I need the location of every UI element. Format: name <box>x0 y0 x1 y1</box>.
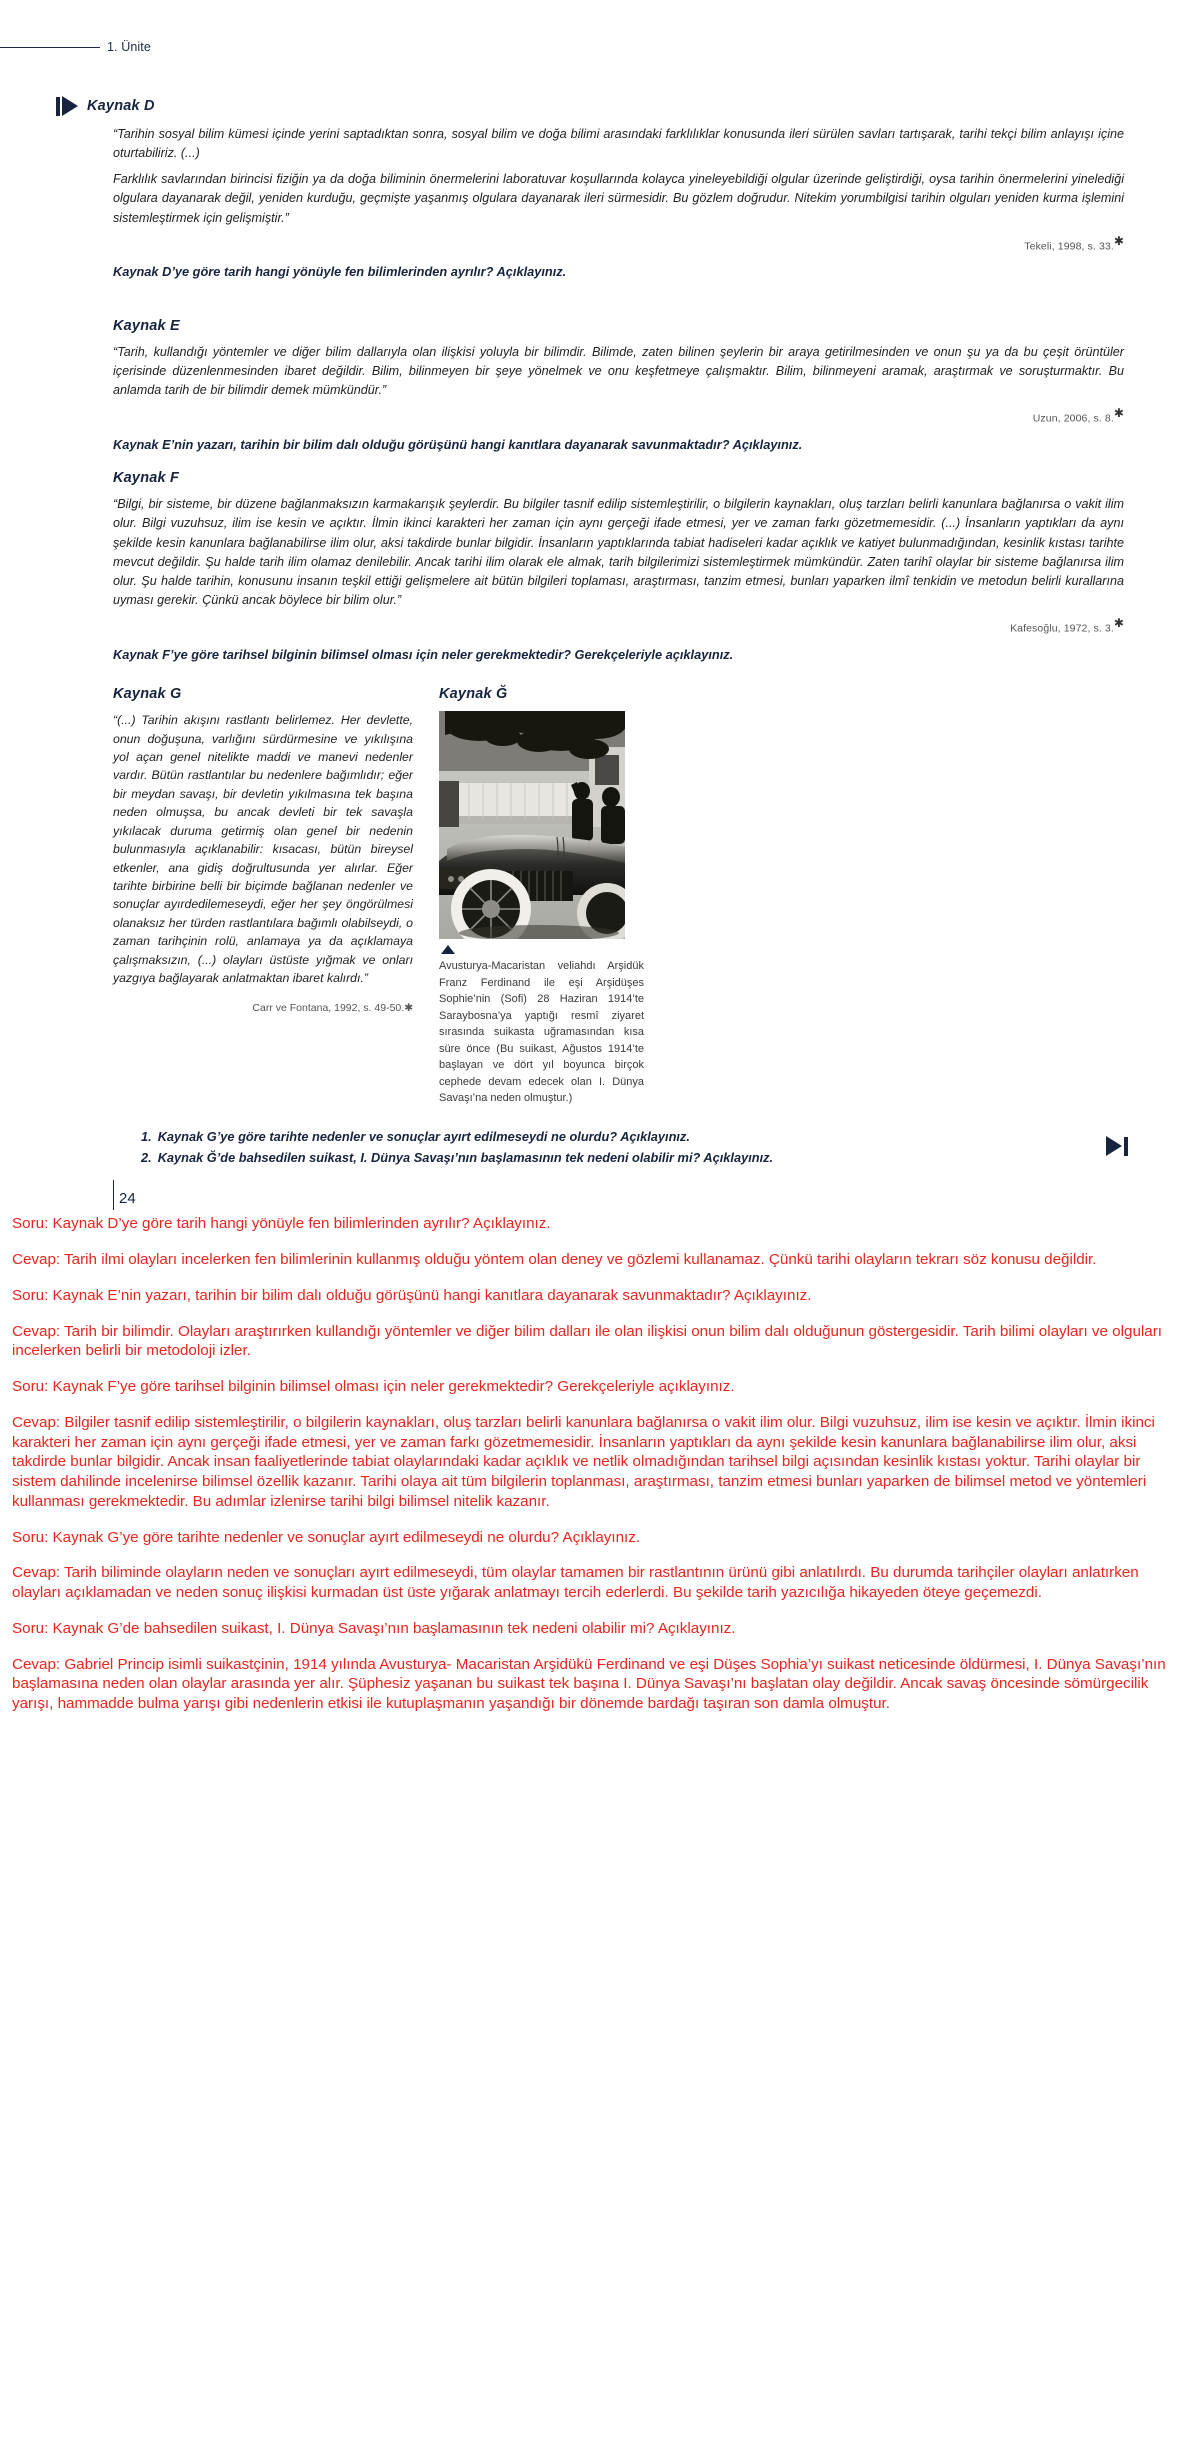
source-body-kaynak-e <box>113 343 1124 400</box>
question-number: 1. <box>141 1128 152 1144</box>
source-paragraph: “Tarih, kullandığı yöntemler ve diğer bilim dallarıyla olan ilişkisi yoluyla bir bilimdir. Bilimde, zaten bilinen şeylerin bir araya getirilmesinden ve onun şu ya da bu çeşit örüntüler içerisinde düzenlenmesinden ibaret değildir. Bilim, bilinmeyen bir şeye yönelmek ve onu keşfetmeye çalışmaktır. Bilim, bilinmeyeni aramak, araştırmak ve soruşturmaktır. Bu anlamda tarih de bir bilimdir demek mümkündür.” <box>113 344 1124 398</box>
source-question-kaynak-f: Kaynak F’ye göre tarihsel bilginin bilimsel olması için neler gerekmektedir? Gerekçeleriyle açıklayınız. <box>113 646 734 662</box>
page-footer <box>0 1174 1184 1220</box>
answer-question: Soru: Kaynak G’de bahsedilen suikast, I. Dünya Savaşı’nın başlamasının tek nedeni olabilir mi? Açıklayınız. <box>12 1619 736 1637</box>
source-citation-kaynak-d <box>113 234 1124 253</box>
footnote-star-icon: ✱ <box>1113 233 1124 248</box>
footnote-star-icon: ✱ <box>1113 616 1124 631</box>
answer-text: Cevap: Tarih ilmi olayları incelerken fen bilimlerinin kullanmış olduğu yöntem olan deney ve gözlemi kullanamaz. Çünkü tarihi olayların tekrarı söz konusu değildir. <box>12 1251 1097 1269</box>
page-number: 24 <box>119 1190 136 1208</box>
source-question-kaynak-e: Kaynak E’nin yazarı, tarihin bir bilim dalı olduğu görüşünü hangi kanıtlara dayanarak savunmaktadır? Açıklayınız. <box>113 436 803 452</box>
question-text: Kaynak G’ye göre tarihte nedenler ve sonuçlar ayırt edilmeseydi ne olurdu? Açıklayınız. <box>157 1128 690 1144</box>
source-body-kaynak-f <box>113 495 1124 610</box>
source-question-kaynak-d: Kaynak D’ye göre tarih hangi yönüyle fen bilimlerinden ayrılır? Açıklayınız. <box>113 264 567 280</box>
source-column-kaynak-g-breve <box>439 686 1124 1107</box>
source-citation-kaynak-f <box>113 616 1124 635</box>
source-title-kaynak-g-breve: Kaynak Ğ <box>439 686 508 703</box>
source-column-kaynak-g <box>113 686 413 1107</box>
answer-question: Soru: Kaynak E’nin yazarı, tarihin bir bilim dalı olduğu görüşünü hangi kanıtlara dayanarak savunmaktadır? Açıklayınız. <box>12 1286 812 1304</box>
source-title-kaynak-f: Kaynak F <box>113 470 180 487</box>
question-text: Kaynak Ğ’de bahsedilen suikast, I. Dünya Savaşı’nın başlamasının tek nedeni olabilir mi? Açıklayınız. <box>157 1150 774 1166</box>
answer-text: Cevap: Tarih bir bilimdir. Olayları araştırırken kullandığı yöntemler ve diğer bilim dalları ile olan ilişkisi onun bilim dalı olduğunun göstergesidir. Tarih bilimi olayları ve olguları incelerken belirli bir metodoloji izler. <box>12 1322 1162 1360</box>
source-paragraph: “Bilgi, bir sisteme, bir düzene bağlanmaksızın karmakarışık şeylerdir. Bu bilgiler tasnif edilip sistemleştirilir, o bilgilerin kaynakları, oluş tarzları belirli kanunlara bağlanırsa o vakit ilim olur. Bilgi vuzuhsuz, ilim ise kesin ve açıktır. İlmin ikinci karakteri her zaman için aynı gerçeği ifade etmesi, yer ve zaman farkı gözetmemesidir. (...) İnsanların yaptıkları da aynı şekilde kesin kanunlara bağlanabilirse ilim olur, aksi takdirde bunlar bilgidir. İnsanların yaptıklarında tabiat hadiseleri kadar açıklık ve katiyet bulunmadığından, kesinlik kıstası tarihte mevcut değildir. Şu halde tarih ilim olamaz denilebilir. Ancak tarihi ilim olarak ele almak, tarih bilgilerimizi sistemleştirmek mümkündür. Zaten tarihî olaylar bir sisteme bağlanırsa ilim olur. Şu halde tarihin, konusunu insanın teşkil ettiği gelişmelere ait bütün bilgileri toplaması, araştırması, tanzim etmesi, bunları yaparken ilmî tenkidin ve metodun belirli kurallarına uyması gerekir. Çünkü ancak böylece bir bilim olur.” <box>113 497 1124 607</box>
footnote-star-icon: ✱ <box>1113 406 1124 421</box>
citation-text: Uzun, 2006, s. 8. <box>1032 412 1114 425</box>
source-title: Kaynak D <box>87 98 155 114</box>
answer-text: Cevap: Bilgiler tasnif edilip sistemleştirilir, o bilgilerin kaynakları, oluş tarzları belirli kanunlara bağlanırsa o vakit ilim olur. Bilgi vuzuhsuz, ilim ise kesin ve açıktır. İlmin ikinci karakteri her zaman için aynı gerçeği ifade etmesi, yer ve zaman farkı gözetmemesidir. İnsanların yaptıkları da aynı şekilde kesin kanunlara bağlanabilirse ilim olur, aksi takdirde bunlar bilgidir. Ancak insan faaliyetlerinde tabiat olaylarındaki kadar açıklık ve netlik olmadığından tarihsel bilgi açısından kesinlik kıstası yoktur. Tarihi olaylar bir sistem dahilinde incelenirse bilimsel özellik kazanır. Tarihi olaya ait tüm bilgilerin toplanması, araştırması, tanzim etmesi bunları yaparken de bilimsel metod ve yöntemleri kullanması gerekmektedir. Bu adımlar izlenirse tarihi bilgi bilimsel nitelik kazanır. <box>12 1413 1155 1510</box>
numbered-question <box>113 1148 1124 1168</box>
source-paragraph: “Tarihin sosyal bilim kümesi içinde yerini saptadıktan sonra, sosyal bilim ve doğa bilimi arasındaki farklılıklar konusunda ileri sürülen savları tartışarak, tarihi tekçi bilim anlayışı içine oturtabiliriz. (...) <box>113 127 1124 161</box>
answer-question: Soru: Kaynak D’ye göre tarih hangi yönüyle fen bilimlerinden ayrılır? Açıklayınız. <box>12 1215 551 1233</box>
answer-text: Cevap: Gabriel Princip isimli suikastçinin, 1914 yılında Avusturya- Macaristan Arşidükü Ferdinand ve eşi Düşes Sophia’yı suikast neticesinde öldürmesi, I. Dünya Savaşı’nın başlamasına neden olan olaylar arasında yer alır. Şüphesiz yaşanan bu suikast tek başına I. Dünya Savaşı’nı başlatan olay değildir. Ancak savaş öncesinde sömürgecilik yarışı, hammadde bulma yarışı gibi nedenlerin etkisi ile kutuplaşmanın yaşandığı bir dönemde bardağı taşıran son damla olmuştur. <box>12 1655 1166 1713</box>
numbered-question <box>113 1127 1124 1147</box>
citation-text: Carr ve Fontana, 1992, s. 49-50. <box>252 1001 405 1014</box>
source-body-kaynak-d <box>113 125 1124 228</box>
numbered-question-list <box>113 1127 1124 1169</box>
source-citation-kaynak-g <box>113 1002 413 1014</box>
play-arrow-icon <box>56 96 78 116</box>
page-content <box>0 96 1184 1168</box>
source-title-kaynak-g: Kaynak G <box>113 686 182 703</box>
footnote-star-icon: ✱ <box>404 1001 413 1014</box>
answer-question: Soru: Kaynak G’ye göre tarihte nedenler ve sonuçlar ayırt edilmeseydi ne olurdu? Açıklayınız. <box>12 1528 641 1546</box>
textbook-page <box>0 0 1184 1220</box>
answer-question: Soru: Kaynak F’ye göre tarihsel bilginin bilimsel olması için neler gerekmektedir? Gerekçeleriyle açıklayınız. <box>12 1378 735 1396</box>
citation-text: Tekeli, 1998, s. 33. <box>1024 240 1114 253</box>
photo-wrapper <box>439 711 1124 1107</box>
source-citation-kaynak-e <box>113 406 1124 425</box>
source-body-kaynak-g <box>113 711 413 988</box>
caption-pointer-icon <box>441 945 455 954</box>
page-number-block <box>113 1180 136 1210</box>
source-heading-kaynak-d <box>87 96 1124 116</box>
answer-key <box>0 1214 1184 1756</box>
next-page-arrow-icon <box>1106 1136 1128 1156</box>
source-paragraph: Farklılık savlarından birincisi fiziğin ya da doğa biliminin önermelerini laboratuvar koşullarında kolayca yineleyebildiği olgular üzerinde geliştirdiği, oysa tarihin önermelerini yinelediği olgulara dayanarak değil, yeniden kurduğu, geçmişte yaşanmış olgulara dayanarak ileri sürmesidir. Bu gözlem doğrudur. Nitekim yorumbilgisi tarihin olguları yeniden kurma işlemini sistemleştirmek için gelişmiştir.” <box>113 172 1124 225</box>
page-number-rule <box>113 1180 114 1210</box>
running-head <box>0 0 1184 54</box>
unit-label: 1. Ünite <box>107 40 151 54</box>
sources-two-column-block <box>113 686 1124 1107</box>
source-title-kaynak-e: Kaynak E <box>113 317 180 334</box>
photo-caption: Avusturya-Macaristan veliahdı Arşidük Franz Ferdinand ile eşi Arşidüşes Sophie’nin (Sofi) 28 Haziran 1914’te Saraybosna’ya yaptığı resmî ziyaret sırasında suikasta uğramasından kısa süre önce (Bu suikast, Ağustos 1914’te başlayan ve dört yıl boyunca birçok cephede devam edecek olan I. Dünya Savaşı’na neden olmuştur.) <box>439 960 644 1105</box>
citation-text: Kafesoğlu, 1972, s. 3. <box>1010 622 1114 635</box>
running-head-rule <box>0 47 100 48</box>
source-paragraph: “(...) Tarihin akışını rastlantı belirlemez. Her devlette, onun doğuşuna, varlığını sürdürmesine ve yıkılışına yol açan genel nitelikte maddi ve manevi nedenler vardır. Bütün rastlantılar bu nedenlere bağımlıdır; eğer bir meydan savaşı, bir devletin yıkılmasına tek başına neden olmuşsa, bu ancak devleti bir tek savaşla yıkılacak duruma getirmiş olan genel bir nedenin bulunmasıyla açıklanabilir: kısacası, bütün bireysel etkenler, ana gidiş doğrultusunda yer alırlar. Eğer tarihte birbirine belli bir biçimde bağlanan nedenler ve sonuçlar ayırdedilemeseydi, eğer her şey öngörülmesi olanaksız her türden rastlantılara bağımlı olabilseydi, o zaman tarihçinin rolü, anlamaya ya da açıklamaya çalışmaksızın, (...) olayları üstüste yığmak ve onları yazgıya bağlayarak anlatmaktan ibaret kalırdı.” <box>113 713 413 986</box>
question-number: 2. <box>141 1150 152 1166</box>
archduke-car-photo <box>439 711 625 939</box>
answer-text: Cevap: Tarih biliminde olayların neden ve sonuçları ayırt edilmeseydi, tüm olaylar tamamen bir rastlantının ürünü gibi anlatılırdı. Bu durumda tarihçiler olayları anlatırken olayları açıklamadan ve neden sonuç ilişkisi kurmadan üst üste yığarak anlatmayı tercih ederlerdi. Bu şekilde tarih yazıcılığa hikayeden öteye geçemezdi. <box>12 1564 1139 1602</box>
